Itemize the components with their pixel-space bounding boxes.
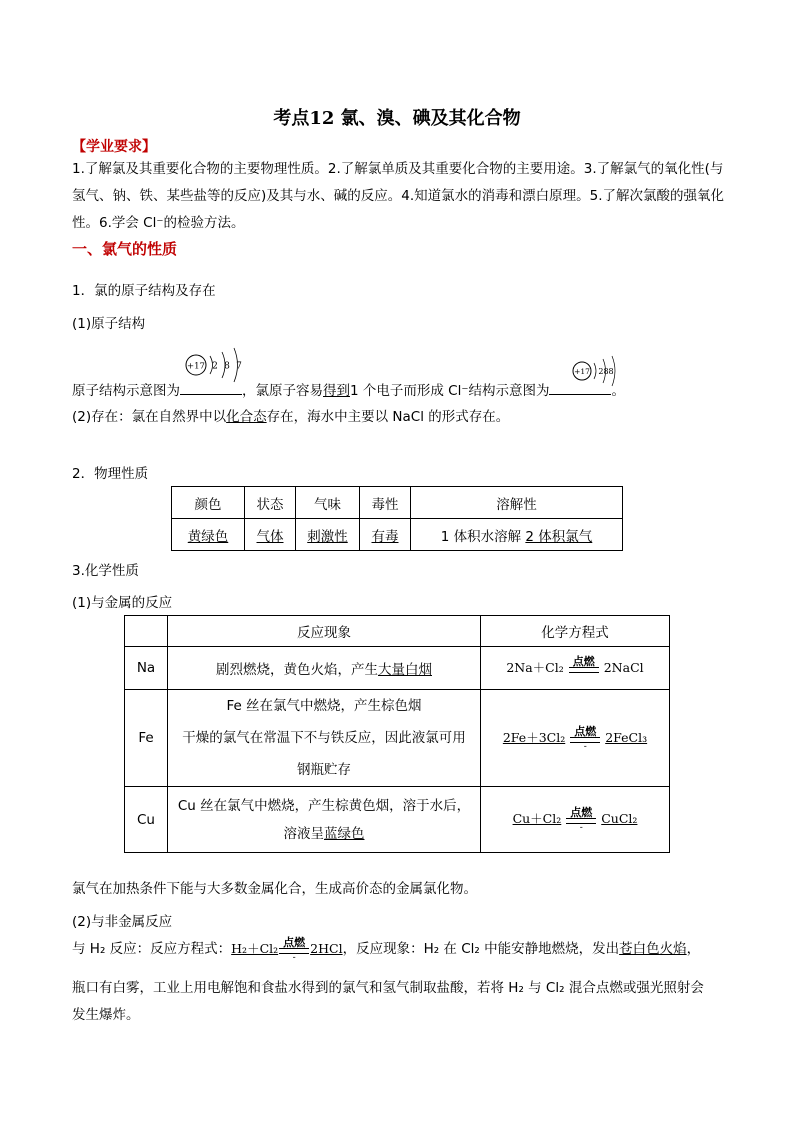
nucleus-label: +17: [574, 367, 590, 376]
shell-counts: 288: [598, 367, 614, 376]
subheading-structure: (1)原子结构: [72, 316, 146, 332]
subheading-atomic-structure: 1．氯的原子结构及存在: [72, 283, 216, 299]
existence-line: (2)存在：氯在自然界中以化合态存在，海水中主要以 NaCl 的形式存在。: [72, 409, 510, 425]
equation-cu: Cu＋Cl₂ 点燃 - CuCl₂: [481, 787, 670, 853]
shell-3-count: 7: [236, 361, 242, 372]
h2-description-line-3: 发生爆炸。: [72, 1007, 140, 1023]
requirements-heading: 【学业要求】: [72, 139, 156, 155]
subheading-physical: 2．物理性质: [72, 466, 149, 482]
nucleus-label: +17: [187, 361, 205, 372]
requirements-text: 1.了解氯及其重要化合物的主要物理性质。2.了解氯单质及其重要化合物的主要用途。3.了解氯气的氧化性(与氢气、钠、铁、某些盐等的反应)及其与水、碱的反应。4.知道氯水的消毒和漂白原理。5.了解次氯酸的强氧化性。6.学会 Cl⁻的检验方法。: [72, 161, 725, 231]
equation-fe: 2Fe＋3Cl₂ 点燃 - 2FeCl₃: [481, 690, 670, 787]
h2-reaction-line: 与 H₂ 反应：反应方程式：H₂＋Cl₂ 点燃 - 2HCl，反应现象：H₂ 在 Cl₂ 中能安静地燃烧，发出苍白色火焰，: [72, 936, 701, 963]
answer-blank-1: [180, 394, 242, 395]
table-row: Fe Fe 丝在氯气中燃烧，产生棕色烟 干燥的氯气在常温下不与铁反应，因此液氯可用 钢瓶贮存 2Fe＋3Cl₂ 点燃 - 2FeCl₃: [125, 690, 670, 787]
physical-properties-table: [171, 486, 623, 551]
shell-1-count: 2: [212, 361, 218, 372]
equation-na: 2Na＋Cl₂ 点燃 2NaCl: [481, 647, 670, 690]
metal-reactions-table: [124, 615, 670, 853]
shell-2-count: 8: [224, 361, 230, 372]
page-title: 考点12 氯、溴、碘及其化合物: [273, 108, 521, 129]
metal-summary: 氯气在加热条件下能与大多数金属化合，生成高价态的金属氯化物。: [72, 881, 477, 897]
subheading-metals: (1)与金属的反应: [72, 595, 173, 611]
subheading-nonmetals: (2)与非金属反应: [72, 914, 173, 930]
table-row: Na 剧烈燃烧，黄色火焰，产生大量白烟 2Na＋Cl₂ 点燃 2NaCl: [125, 647, 670, 690]
table-header-row: 颜色 状态 气味 毒性 溶解性: [172, 487, 623, 519]
table-row: Cu Cu 丝在氯气中燃烧，产生棕黄色烟，溶于水后， 溶液呈蓝绿色 Cu＋Cl₂ 点燃 - CuCl₂: [125, 787, 670, 853]
answer-blank-2: [549, 394, 611, 395]
table-row: 黄绿色 气体 刺激性 有毒 1 体积水溶解 2 体积氯气: [172, 519, 623, 551]
shell-arc-1: [594, 363, 596, 379]
table-header-row: 反应现象 化学方程式: [125, 616, 670, 647]
atom-structure-line: 原子结构示意图为 ，氯原子容易得到1 个电子而形成 Cl⁻结构示意图为 。: [72, 383, 625, 399]
section-heading: 一、氯气的性质: [72, 240, 178, 258]
subheading-chemical: 3.化学性质: [72, 563, 139, 579]
h2-description-line-2: 瓶口有白雾，工业上用电解饱和食盐水得到的氯气和氢气制取盐酸，若将 H₂ 与 Cl₂ 混合点燃或强光照射会: [72, 980, 704, 996]
